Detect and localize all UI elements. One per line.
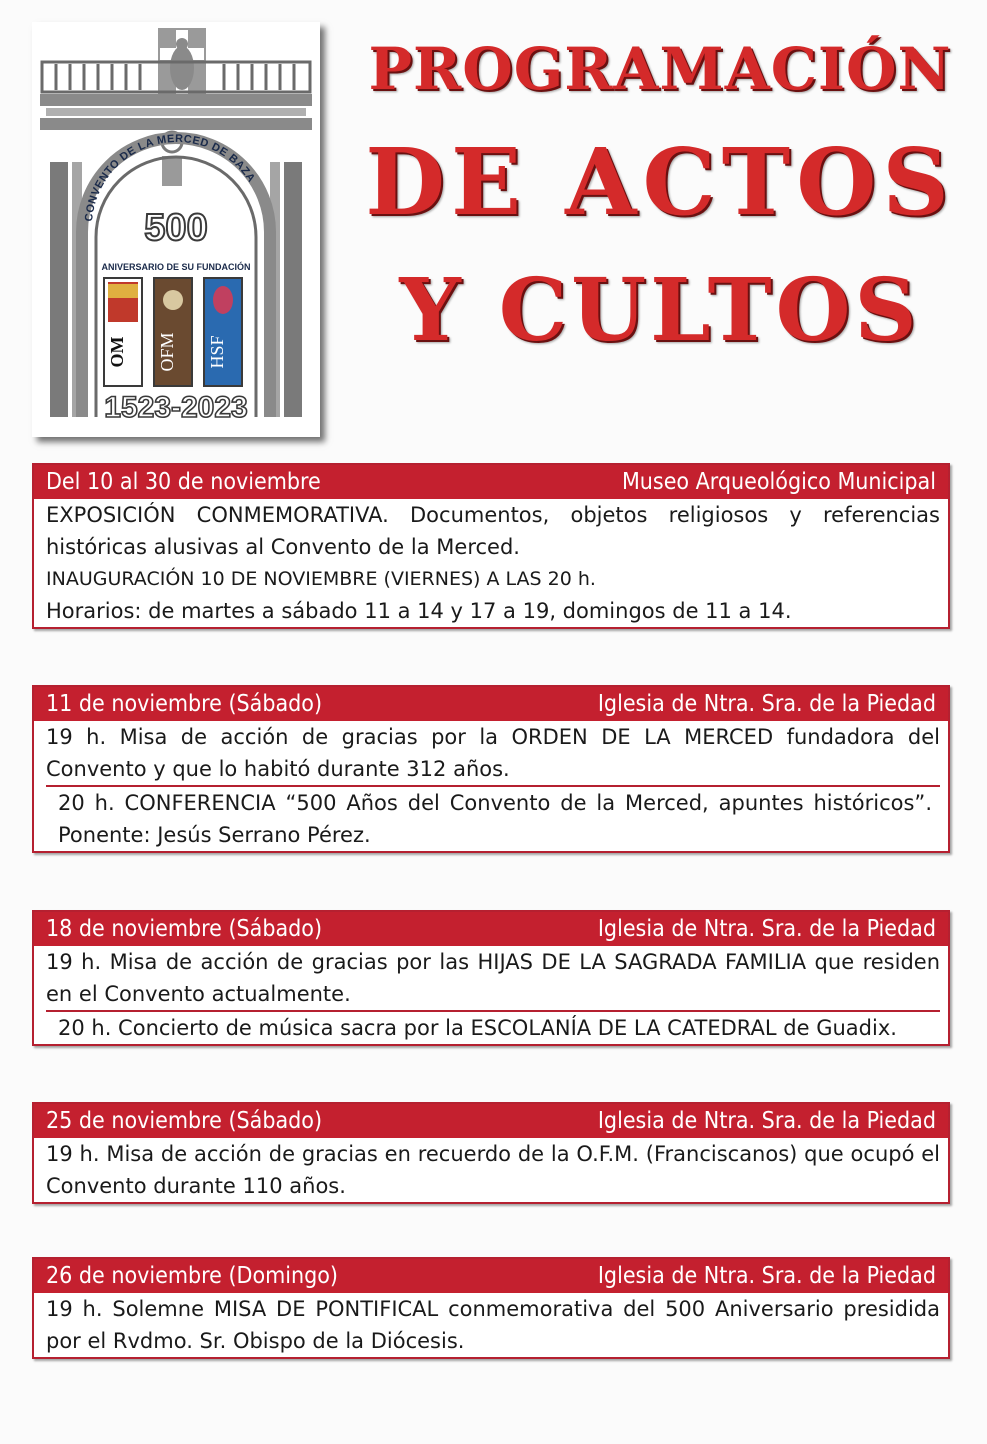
event-block-11-nov: [32, 685, 950, 853]
event-header: [34, 912, 948, 946]
event-place: Iglesia de Ntra. Sra. de la Piedad: [597, 691, 936, 717]
event-body: [34, 1293, 948, 1357]
event-block-26-nov: [32, 1257, 950, 1359]
anniversary-subtitle: ANIVERSARIO DE SU FUNDACIÓN: [101, 262, 251, 272]
svg-text:HSF: HSF: [207, 335, 227, 369]
convent-500-logo: [32, 22, 320, 437]
event-body: [34, 946, 948, 1044]
convent-facade-illustration: [32, 22, 320, 437]
event-line: 19 h. Solemne MISA DE PONTIFICAL conmemorativa del 500 Aniversario presidida por el Rvdmo. Sr. Obispo de la Diócesis.: [46, 1297, 940, 1353]
page-title: [360, 35, 960, 361]
event-header: [34, 1259, 948, 1293]
event-line: EXPOSICIÓN CONMEMORATIVA. Documentos, objetos religiosos y referencias históricas alusivas al Convento de la Merced.: [46, 503, 940, 559]
event-line: 20 h. CONFERENCIA “500 Años del Convento de la Merced, apuntes históricos”. Ponente: Jesús Serrano Pérez.: [46, 785, 940, 851]
event-header: [34, 465, 948, 499]
event-place: Iglesia de Ntra. Sra. de la Piedad: [597, 1108, 936, 1134]
event-place: Iglesia de Ntra. Sra. de la Piedad: [597, 1263, 936, 1289]
event-place: Iglesia de Ntra. Sra. de la Piedad: [597, 916, 936, 942]
event-body: [34, 1138, 948, 1202]
event-date: 11 de noviembre (Sábado): [46, 691, 323, 717]
years-label: 1523-2023: [104, 391, 248, 424]
event-line: Horarios: de martes a sábado 11 a 14 y 17 a 19, domingos de 11 a 14.: [46, 599, 792, 623]
title-line-1: PROGRAMACIÓN: [368, 35, 952, 103]
event-line: INAUGURACIÓN 10 DE NOVIEMBRE (VIERNES) A LAS 20 h.: [46, 568, 596, 590]
event-block-25-nov: [32, 1102, 950, 1204]
event-block-exposicion: [32, 463, 950, 629]
svg-text:OM: OM: [107, 336, 127, 368]
title-line-3: Y CULTOS: [399, 260, 921, 361]
event-block-18-nov: [32, 910, 950, 1046]
event-body: [34, 499, 948, 627]
event-date: Del 10 al 30 de noviembre: [46, 469, 321, 495]
event-date: 26 de noviembre (Domingo): [46, 1263, 339, 1289]
svg-text:OFM: OFM: [157, 332, 177, 372]
event-body: [34, 721, 948, 851]
arch-text: CONVENTO DE LA MERCED DE BAZA: [83, 132, 258, 223]
event-line: 19 h. Misa de acción de gracias en recuerdo de la O.F.M. (Franciscanos) que ocupó el Convento durante 110 años.: [46, 1142, 940, 1198]
event-date: 18 de noviembre (Sábado): [46, 916, 323, 942]
event-line: 20 h. Concierto de música sacra por la ESCOLANÍA DE LA CATEDRAL de Guadix.: [46, 1010, 940, 1044]
event-header: [34, 687, 948, 721]
event-header: [34, 1104, 948, 1138]
event-line: 19 h. Misa de acción de gracias por la ORDEN DE LA MERCED fundadora del Convento y que lo habitó durante 312 años.: [46, 725, 940, 781]
event-date: 25 de noviembre (Sábado): [46, 1108, 323, 1134]
number-500: 500: [144, 207, 208, 249]
event-place: Museo Arqueológico Municipal: [621, 469, 936, 495]
title-line-2: DE ACTOS: [365, 128, 955, 236]
event-line: 19 h. Misa de acción de gracias por las HIJAS DE LA SAGRADA FAMILIA que residen en el Convento actualmente.: [46, 950, 940, 1006]
statue-icon: [170, 46, 194, 90]
